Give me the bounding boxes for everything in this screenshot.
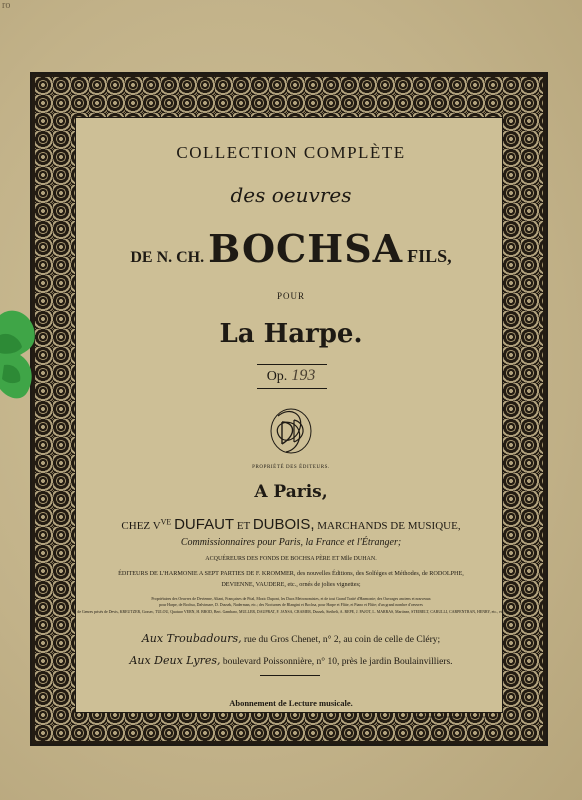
pour-label: POUR bbox=[276, 291, 305, 301]
composer-suffix: FILS, bbox=[407, 246, 452, 266]
ornamental-rule bbox=[260, 675, 320, 676]
shop-troubadours: Aux Troubadours, bbox=[141, 632, 242, 645]
et-label: ET bbox=[236, 520, 251, 532]
collection-heading: COLLECTION COMPLÈTE bbox=[176, 143, 406, 162]
publishers-line bbox=[0, 516, 582, 533]
publisher-dubois: DUBOIS, bbox=[252, 516, 315, 533]
address-lyres bbox=[0, 654, 582, 667]
composer-name: BOCHSA bbox=[208, 226, 404, 271]
address-troubadours bbox=[0, 632, 582, 645]
printer-imprint: IMPRIMERIE DE FIRMIN DIDOT, RUE JACOB, n° 24. bbox=[415, 715, 497, 719]
opus-label: Op. bbox=[266, 369, 288, 384]
editeurs-line-2: DEVIENNE, VAUDERE, etc., ornés de jolies vignettes; bbox=[221, 581, 361, 588]
marchands-label: MARCHANDS DE MUSIQUE, bbox=[317, 520, 461, 532]
publisher-monogram bbox=[264, 404, 318, 458]
chez-label: CHEZ V bbox=[121, 520, 161, 532]
editeurs-line: ÉDITEURS DE L'HARMONIE A SEPT PARTIES DE F. KROMMER, des nouvelles Éditions, des Solféges et Méthodes, de RODOLPHE, bbox=[118, 570, 464, 577]
catalogue-line-1: Propriétaires des Oeuvres de Devienne, Aliani, Françaises de Pital, Mozic Dupont, les Duos Metronomistes, et de tout Grand Traité d'Harmonie; des Ouvrages anciens et nouveaux bbox=[151, 597, 431, 601]
catalogue-line-3: de Genres prisés de Devis, KREUTZER, Gossec, TULOU, Quatuor VERN, H. BROD, Bert. Gambaro, MULLER, DAUPRAT, F. JANSA, CRAMER, Dussek, Steibelt, A. REPE, J. PAJOT, L. MARRAS, Martinez, STEIBELT, CARULLI, CARPENTRAN, HENRY, etc., etc. bbox=[77, 610, 505, 614]
lyres-address: boulevard Poissonnière, n° 10, près le jardin Boulainvilliers. bbox=[222, 657, 453, 667]
commissionnaires-line: Commissionnaires pour Paris, la France et l'Étranger; bbox=[180, 537, 402, 548]
composer-line bbox=[0, 226, 582, 271]
oeuvres-heading: des oeuvres bbox=[230, 183, 352, 207]
opus-rule-bottom bbox=[257, 388, 327, 389]
green-ribbon bbox=[0, 295, 40, 405]
shop-lyres: Aux Deux Lyres, bbox=[129, 654, 221, 667]
instrument-heading: La Harpe. bbox=[219, 319, 363, 349]
propriete-line: PROPRIÉTÉ DES ÉDITEURS. bbox=[252, 465, 330, 470]
opus-rule-top bbox=[257, 364, 327, 365]
opus-number: 193 bbox=[291, 367, 316, 384]
corner-pencil-mark: ro bbox=[2, 0, 11, 11]
troubadours-address: rue du Gros Chenet, n° 2, au coin de celle de Cléry; bbox=[244, 635, 441, 645]
composer-prefix: DE N. CH. bbox=[130, 249, 205, 266]
catalogue-line-2: pour Harpe, de Bochsa, Dalvimare, D. Dussek, Naderman, etc.; des Nocturnes de Blangini et Bochsa, pour Harpe et Flûte, et Piano et Flûte; d'un grand nombre d'oeuvres bbox=[159, 603, 423, 607]
publisher-dufaut: DUFAUT bbox=[174, 516, 235, 533]
abonnement-line: Abonnement de Lecture musicale. bbox=[229, 698, 353, 708]
opus-line bbox=[0, 367, 582, 385]
acquereurs-line: ACQUÉREURS DES FONDS DE BOCHSA PÈRE ET Mlle DUHAN. bbox=[205, 556, 377, 562]
city-heading: A Paris, bbox=[254, 482, 328, 502]
veuve-superscript: VE bbox=[160, 517, 172, 527]
